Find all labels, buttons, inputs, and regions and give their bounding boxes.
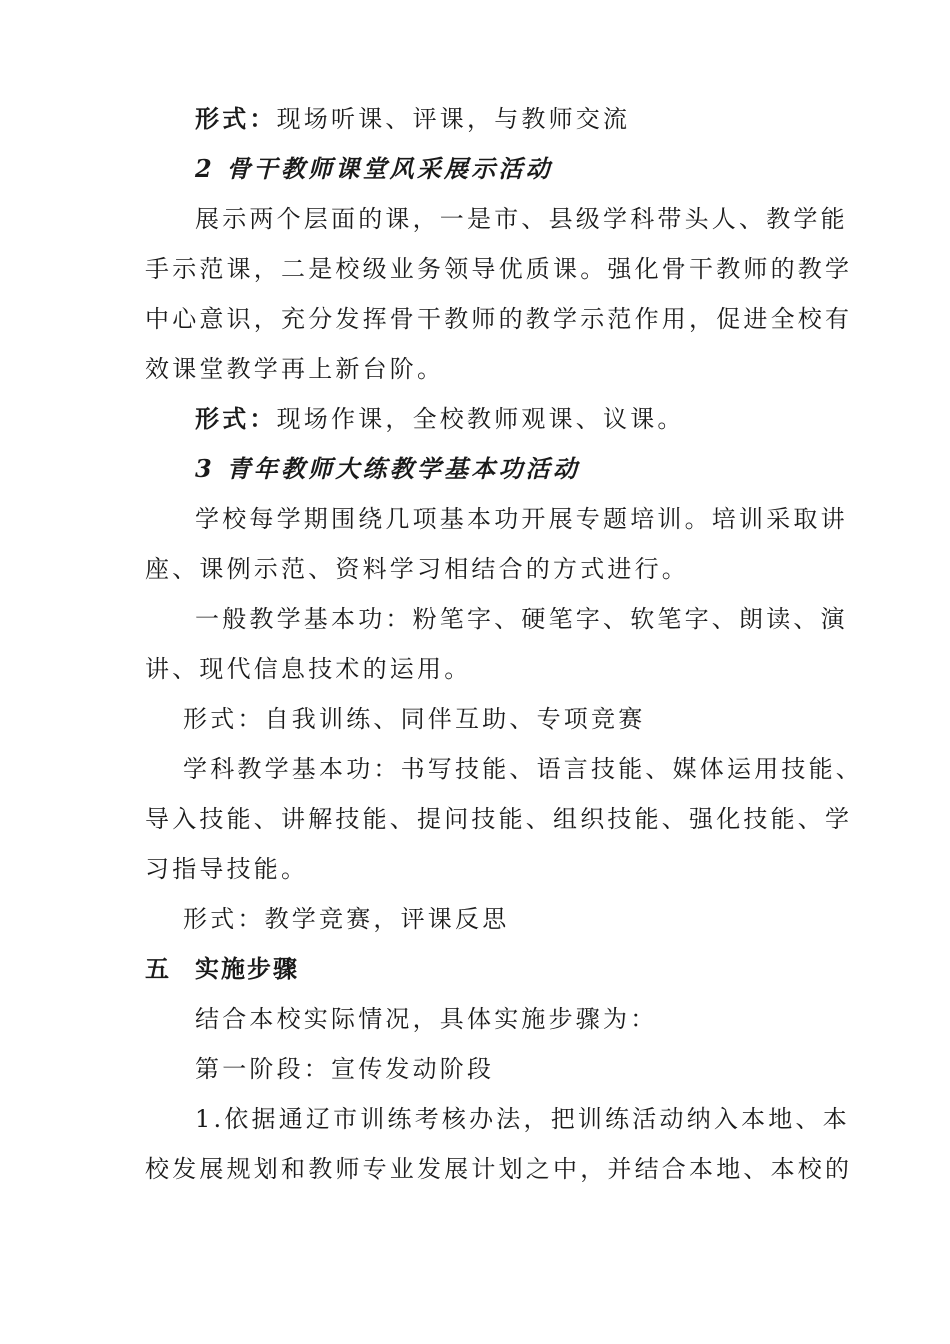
chapter-number: 五 xyxy=(145,954,171,983)
paragraph-line: 结合本校实际情况，具体实施步骤为： xyxy=(195,1005,658,1033)
chapter-title: 实施步骤 xyxy=(195,954,299,983)
section-heading-2: 2 骨干教师课堂风采展示活动 xyxy=(195,154,553,183)
form-text: 现场作课，全校教师观课、议课。 xyxy=(276,405,685,433)
paragraph-line: 学科教学基本功：书写技能、语言技能、媒体运用技能、 xyxy=(183,755,863,783)
form-label: 形式： xyxy=(195,404,277,433)
paragraph-line: 一般教学基本功：粉笔字、硬笔字、软笔字、朗读、演 xyxy=(195,605,848,633)
paragraph-line: 座、课例示范、资料学习相结合的方式进行。 xyxy=(145,555,689,583)
paragraph-line: 中心意识，充分发挥骨干教师的教学示范作用，促进全校有 xyxy=(145,305,853,333)
form-label: 形式： xyxy=(195,104,277,133)
paragraph-line: 校发展规划和教师专业发展计划之中，并结合本地、本校的 xyxy=(145,1155,853,1183)
form-text: 现场听课、评课，与教师交流 xyxy=(276,105,631,133)
paragraph-line: 导入技能、讲解技能、提问技能、组织技能、强化技能、学 xyxy=(145,805,853,833)
form-line-2 xyxy=(195,394,810,444)
paragraph-line: 展示两个层面的课，一是市、县级学科带头人、教学能 xyxy=(195,205,848,233)
paragraph-line: 手示范课，二是校级业务领导优质课。强化骨干教师的教学 xyxy=(145,255,853,283)
paragraph-line: 效课堂教学再上新台阶。 xyxy=(145,355,445,383)
chapter-heading-5 xyxy=(145,944,810,994)
form-line-4: 形式：教学竞赛，评课反思 xyxy=(183,905,510,933)
stage-heading: 第一阶段：宣传发动阶段 xyxy=(195,1055,495,1083)
form-line-3: 形式：自我训练、同伴互助、专项竞赛 xyxy=(183,705,646,733)
paragraph-line: 讲、现代信息技术的运用。 xyxy=(145,655,472,683)
section-heading-3: 3 青年教师大练教学基本功活动 xyxy=(195,454,581,483)
paragraph-line: 1.依据通辽市训练考核办法，把训练活动纳入本地、本 xyxy=(195,1105,850,1133)
paragraph-line: 学校每学期围绕几项基本功开展专题培训。培训采取讲 xyxy=(195,505,848,533)
form-line-1 xyxy=(195,94,810,144)
paragraph-line: 习指导技能。 xyxy=(145,855,309,883)
